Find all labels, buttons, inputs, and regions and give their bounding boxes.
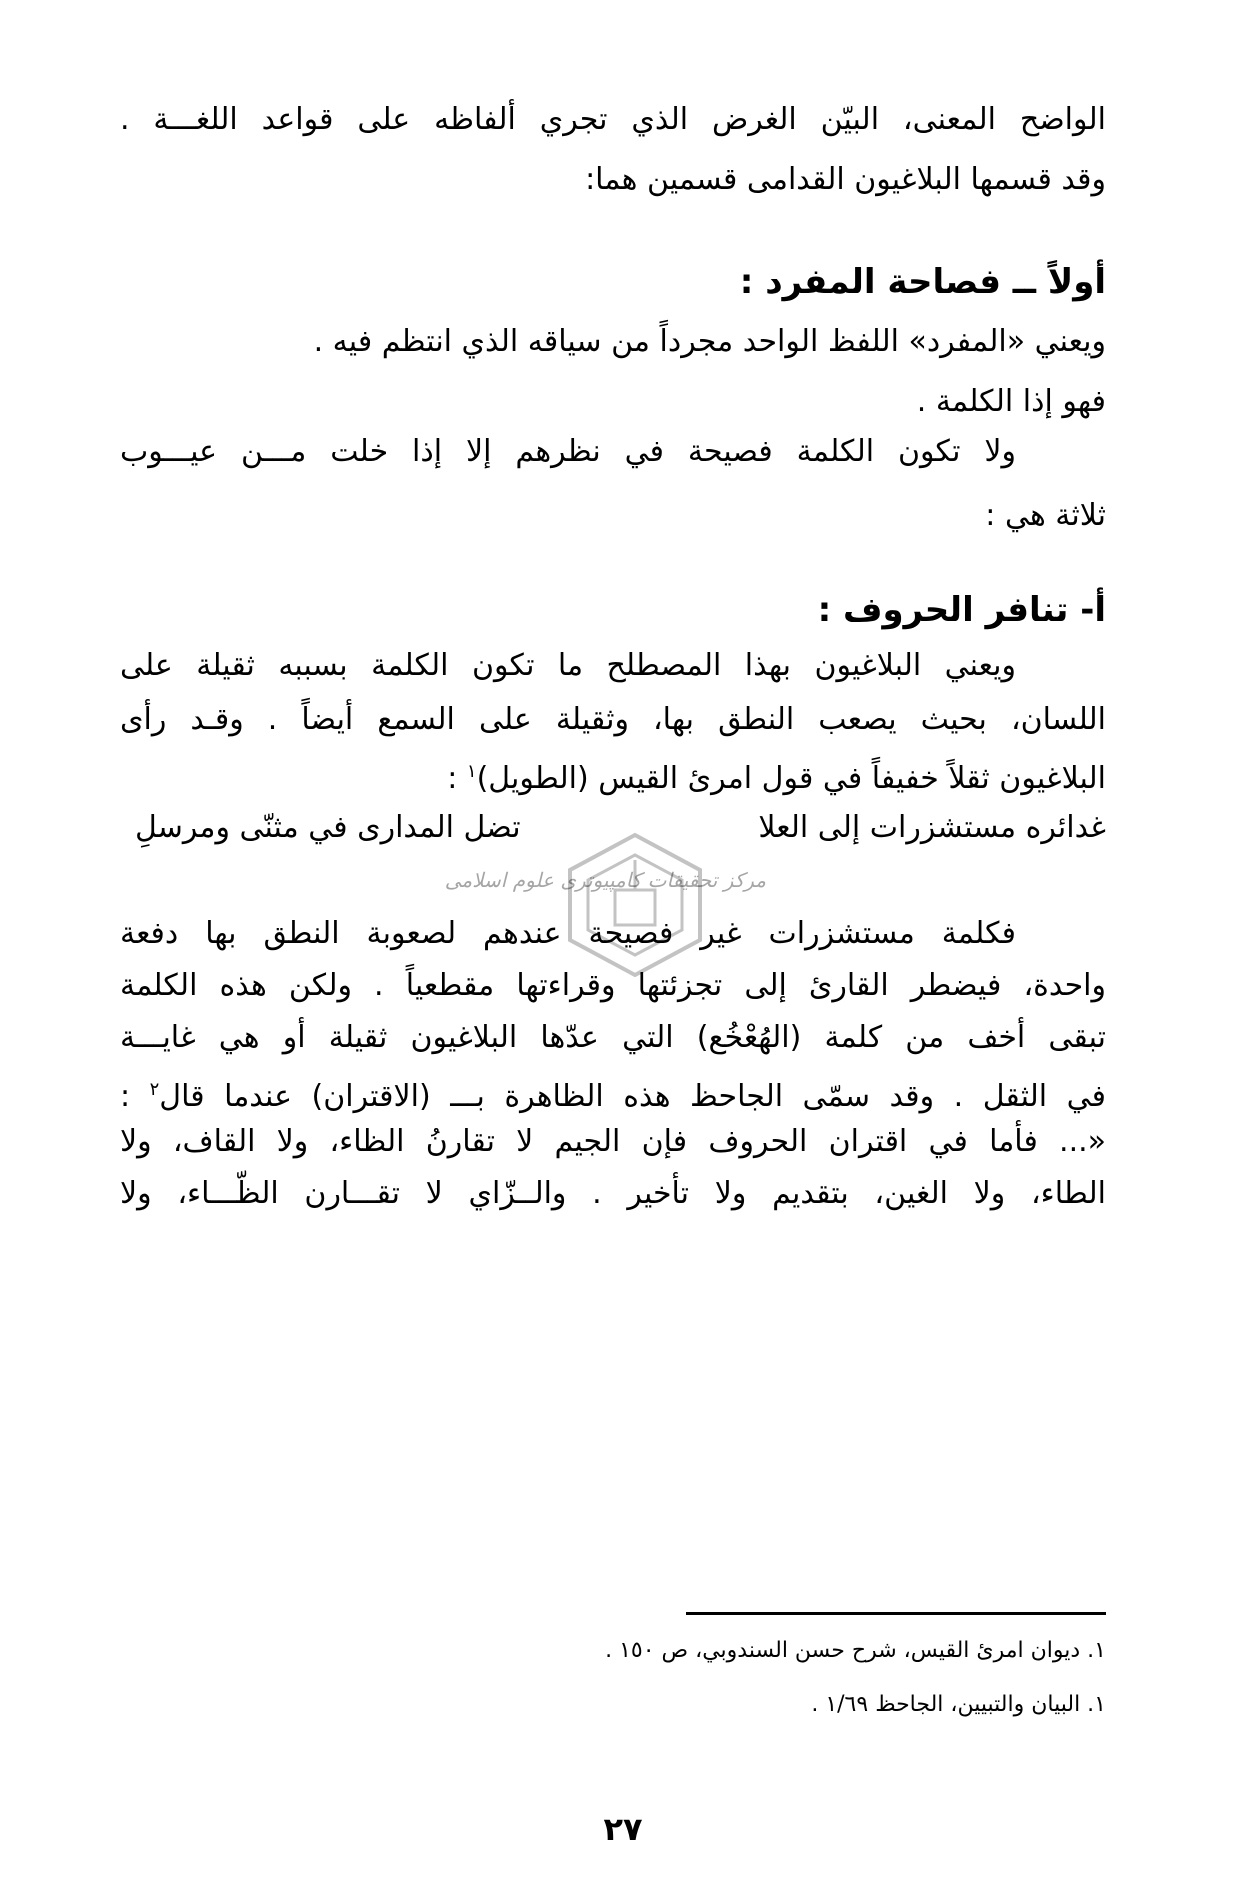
- body-line-13: [120, 1070, 1106, 1117]
- body-line-14: «... فأما في اقتران الحروف فإن الجيم لا تقارنُ الظاء، ولا القاف، ولا: [120, 1124, 1106, 1159]
- body-line-13-colon: :: [120, 1079, 150, 1114]
- body-line-11: واحدة، فيضطر القارئ إلى تجزئتها وقراءتها مقطعياً . ولكن هذه الكلمة: [120, 968, 1106, 1003]
- body-line-9-text: البلاغيون ثقلاً خفيفاً في قول امرئ القيس (الطويل): [476, 761, 1106, 796]
- body-line-10: فكلمة مستشزرات غير فصيحة عندهم لصعوبة النطق بها دفعة: [120, 916, 1016, 951]
- body-line-3: ويعني «المفرد» اللفظ الواحد مجرداً من سياقه الذي انتظم فيه .: [313, 324, 1106, 359]
- body-line-5: ولا تكون الكلمة فصيحة في نظرهم إلا إذا خلت مـــن عيـــوب: [120, 434, 1016, 469]
- body-line-15: الطاء، ولا الغين، بتقديم ولا تأخير . والــزّاي لا تقـــارن الظّـــاء، ولا: [120, 1176, 1106, 1211]
- body-line-7: ويعني البلاغيون بهذا المصطلح ما تكون الكلمة بسببه ثقيلة على: [120, 648, 1016, 683]
- body-line-2: وقد قسمها البلاغيون القدامى قسمين هما:: [585, 162, 1106, 197]
- body-line-13-text: في الثقل . وقد سمّى الجاحظ هذه الظاهرة بـــ (الاقتران) عندما قال: [159, 1079, 1106, 1114]
- footnote-ref-1: ١: [466, 761, 477, 782]
- section-heading-letter-dissonance: أ- تنافر الحروف :: [817, 590, 1106, 630]
- body-line-9-colon: :: [447, 761, 467, 796]
- body-line-1: الواضح المعنى، البيّن الغرض الذي تجري ألفاظه على قواعد اللغـــة .: [120, 102, 1106, 137]
- body-line-12: تبقى أخف من كلمة (الهُعْخُع) التي عدّها البلاغيون ثقيلة أو هي غايـــة: [120, 1020, 1106, 1055]
- footnote-ref-2: ٢: [149, 1079, 160, 1100]
- watermark-text: مركز تحقیقات کامپیوتری علوم اسلامی: [444, 868, 766, 892]
- footnote-1: ١. ديوان امرئ القيس، شرح حسن السندوبي، ص ١٥٠ .: [605, 1638, 1106, 1663]
- body-line-9: [447, 752, 1106, 799]
- verse-first-hemistich: غدائره مستشزرات إلى العلا: [758, 810, 1106, 845]
- footnote-divider: [686, 1612, 1106, 1615]
- body-line-4: فهو إذا الكلمة .: [916, 384, 1106, 419]
- section-heading-single-word-eloquence: أولاً ــ فصاحة المفرد :: [739, 262, 1106, 302]
- verse-second-hemistich: تضل المدارى في مثنّى ومرسلِ: [135, 810, 521, 845]
- watermark-seal-icon: [560, 830, 710, 980]
- footnote-2: ١. البيان والتبيين، الجاحظ ١/٦٩ .: [811, 1692, 1106, 1717]
- page-number: ٢٧: [603, 1810, 643, 1848]
- body-line-6: ثلاثة هي :: [985, 498, 1106, 533]
- body-line-8: اللسان، بحيث يصعب النطق بها، وثقيلة على السمع أيضاً . وقـد رأى: [120, 702, 1106, 737]
